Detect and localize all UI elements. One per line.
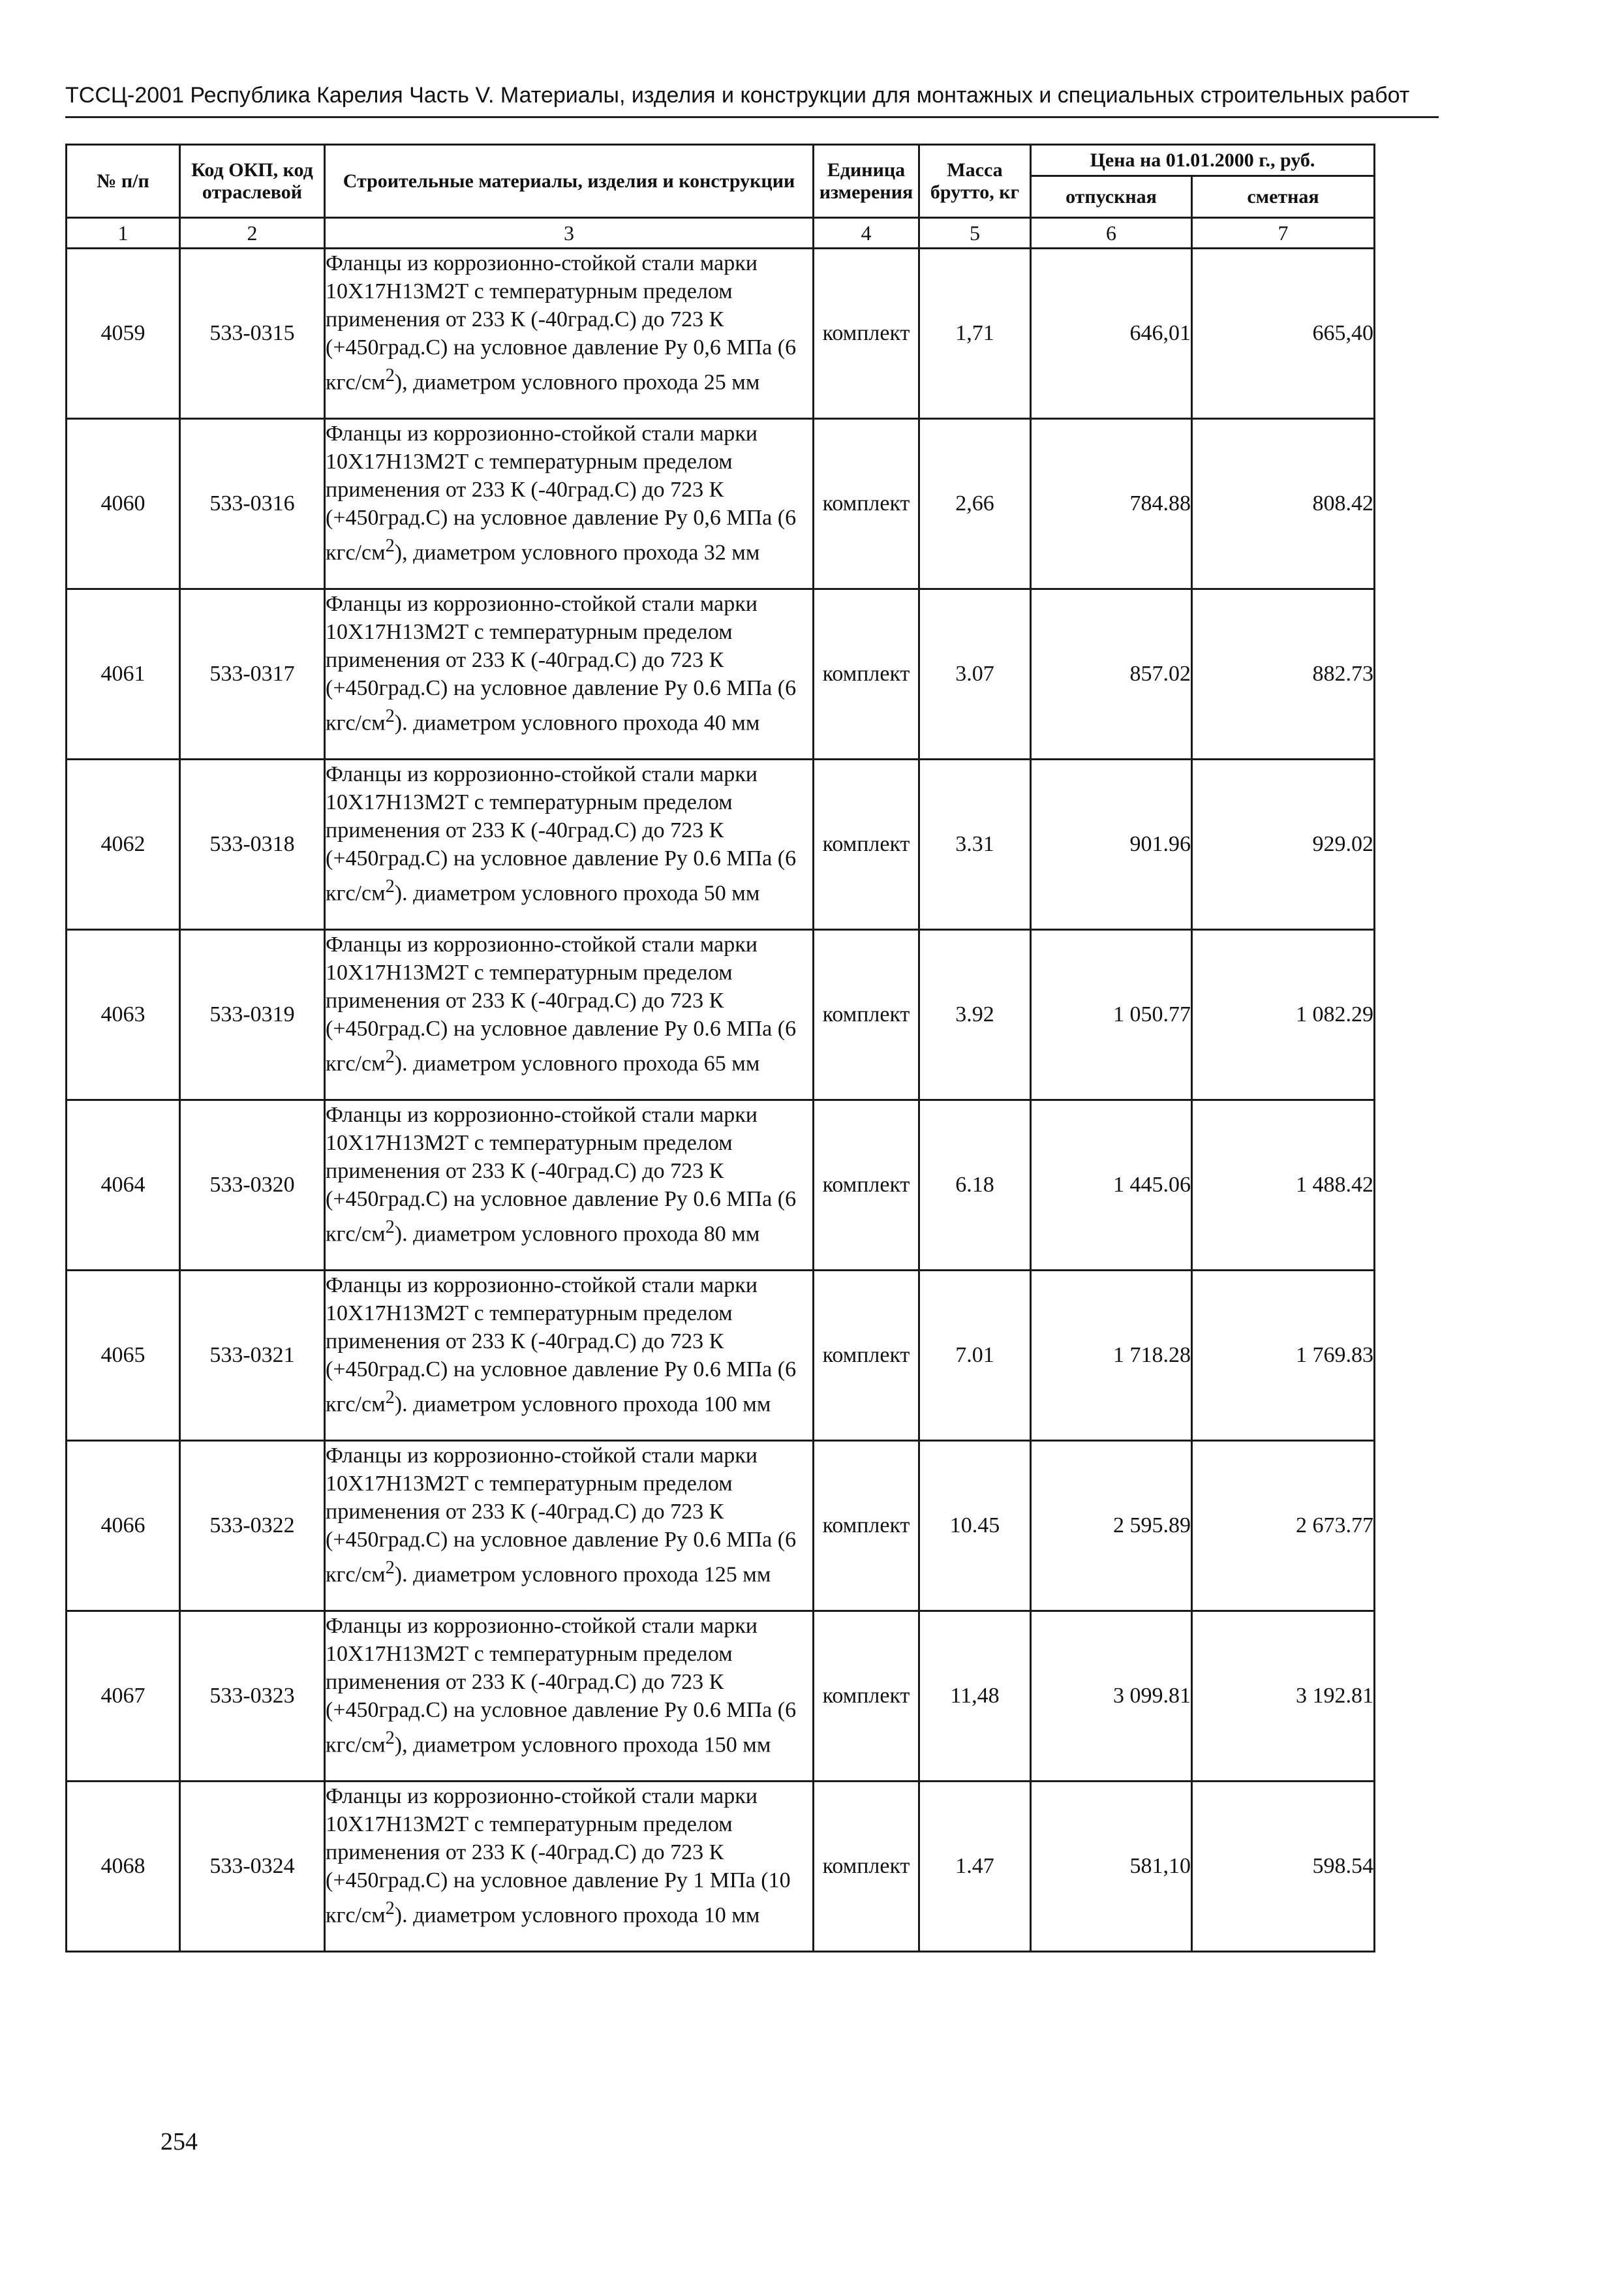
row-number: 4061 [67, 589, 180, 760]
superscript: 2 [385, 876, 395, 897]
row-description [325, 930, 814, 1100]
row-number: 4064 [67, 1100, 180, 1271]
description-text: Фланцы из коррозионно-стойкой стали марки 10Х17Н13М2Т с температурным пределом применения от 233 К (-40град.С) до 723 К (+450град.С) на условное давление Ру 0,6 МПа (6 кгс/см [326, 422, 797, 565]
column-number: 7 [1192, 218, 1375, 249]
row-mass: 1,71 [919, 249, 1031, 419]
row-description [325, 249, 814, 419]
column-number: 3 [325, 218, 814, 249]
row-price-estimate: 808.42 [1192, 419, 1375, 589]
row-unit: комплект [814, 930, 919, 1100]
row-code: 533-0315 [180, 249, 325, 419]
col-header-price-release: отпускная [1031, 176, 1192, 218]
row-price-release: 1 445.06 [1031, 1100, 1192, 1271]
row-mass: 6.18 [919, 1100, 1031, 1271]
superscript: 2 [385, 1047, 395, 1067]
description-text: Фланцы из коррозионно-стойкой стали марки 10Х17Н13М2Т с температурным пределом применения от 233 К (-40град.С) до 723 К (+450град.С) на условное давление Ру 0.6 МПа (6 кгс/см [326, 1443, 797, 1587]
superscript: 2 [385, 1558, 395, 1578]
row-price-estimate: 2 673.77 [1192, 1441, 1375, 1611]
row-price-estimate: 1 769.83 [1192, 1271, 1375, 1441]
row-mass: 3.92 [919, 930, 1031, 1100]
description-tail: ). диаметром условного прохода 65 мм [394, 1051, 760, 1076]
col-header-price-estimate: сметная [1192, 176, 1375, 218]
row-number: 4059 [67, 249, 180, 419]
col-header-price-group: Цена на 01.01.2000 г., руб. [1031, 145, 1375, 176]
row-unit: комплект [814, 1441, 919, 1611]
row-price-estimate: 882.73 [1192, 589, 1375, 760]
row-unit: комплект [814, 419, 919, 589]
description-tail: ). диаметром условного прохода 125 мм [394, 1562, 771, 1587]
col-header-unit: Единица измерения [814, 145, 919, 218]
row-code: 533-0318 [180, 760, 325, 930]
table-row [67, 249, 1375, 419]
row-description [325, 1782, 814, 1952]
column-number-row [67, 218, 1375, 249]
row-price-release: 1 050.77 [1031, 930, 1192, 1100]
description-tail: ). диаметром условного прохода 100 мм [394, 1392, 771, 1417]
description-text: Фланцы из коррозионно-стойкой стали марки 10Х17Н13М2Т с температурным пределом применения от 233 К (-40град.С) до 723 К (+450град.С) на условное давление Ру 1 МПа (10 кгс/см [326, 1784, 791, 1928]
description-tail: ). диаметром условного прохода 50 мм [394, 881, 760, 906]
superscript: 2 [385, 1728, 395, 1748]
description-text: Фланцы из коррозионно-стойкой стали марки 10Х17Н13М2Т с температурным пределом применения от 233 К (-40град.С) до 723 К (+450град.С) на условное давление Ру 0.6 МПа (6 кгс/см [326, 1614, 797, 1757]
row-description [325, 1271, 814, 1441]
header-row-top [67, 145, 1375, 176]
description-text: Фланцы из коррозионно-стойкой стали марки 10Х17Н13М2Т с температурным пределом применения от 233 К (-40град.С) до 723 К (+450град.С) на условное давление Ру 0,6 МПа (6 кгс/см [326, 251, 797, 395]
col-header-num: № п/п [67, 145, 180, 218]
column-number: 2 [180, 218, 325, 249]
row-unit: комплект [814, 1611, 919, 1782]
column-number: 5 [919, 218, 1031, 249]
table-row [67, 1100, 1375, 1271]
description-tail: ), диаметром условного прохода 32 мм [394, 540, 760, 565]
row-mass: 2,66 [919, 419, 1031, 589]
row-number: 4066 [67, 1441, 180, 1611]
price-table [65, 144, 1375, 1953]
header-rule [65, 116, 1439, 118]
row-mass: 7.01 [919, 1271, 1031, 1441]
row-number: 4060 [67, 419, 180, 589]
table-row [67, 1611, 1375, 1782]
row-description [325, 1611, 814, 1782]
row-code: 533-0319 [180, 930, 325, 1100]
superscript: 2 [385, 1898, 395, 1919]
column-number: 6 [1031, 218, 1192, 249]
superscript: 2 [385, 1387, 395, 1408]
page-number: 254 [161, 2128, 198, 2155]
description-tail: ). диаметром условного прохода 80 мм [394, 1222, 760, 1246]
table-row [67, 760, 1375, 930]
row-price-release: 2 595.89 [1031, 1441, 1192, 1611]
column-number: 4 [814, 218, 919, 249]
column-number: 1 [67, 218, 180, 249]
row-price-release: 857.02 [1031, 589, 1192, 760]
row-price-estimate: 598.54 [1192, 1782, 1375, 1952]
description-text: Фланцы из коррозионно-стойкой стали марки 10Х17Н13М2Т с температурным пределом применения от 233 К (-40град.С) до 723 К (+450град.С) на условное давление Ру 0.6 МПа (6 кгс/см [326, 762, 797, 906]
table-row [67, 589, 1375, 760]
description-tail: ). диаметром условного прохода 10 мм [394, 1903, 760, 1928]
row-number: 4067 [67, 1611, 180, 1782]
table-row [67, 1441, 1375, 1611]
row-code: 533-0320 [180, 1100, 325, 1271]
row-description [325, 419, 814, 589]
table-row [67, 930, 1375, 1100]
description-text: Фланцы из коррозионно-стойкой стали марки 10Х17Н13М2Т с температурным пределом применения от 233 К (-40град.С) до 723 К (+450град.С) на условное давление Ру 0.6 МПа (6 кгс/см [326, 592, 797, 735]
col-header-mass: Масса брутто, кг [919, 145, 1031, 218]
row-price-estimate: 3 192.81 [1192, 1611, 1375, 1782]
row-description [325, 1441, 814, 1611]
row-price-release: 784.88 [1031, 419, 1192, 589]
row-code: 533-0322 [180, 1441, 325, 1611]
row-mass: 11,48 [919, 1611, 1031, 1782]
description-text: Фланцы из коррозионно-стойкой стали марки 10Х17Н13М2Т с температурным пределом применения от 233 К (-40град.С) до 723 К (+450град.С) на условное давление Ру 0.6 МПа (6 кгс/см [326, 933, 797, 1076]
description-text: Фланцы из коррозионно-стойкой стали марки 10Х17Н13М2Т с температурным пределом применения от 233 К (-40град.С) до 723 К (+450град.С) на условное давление Ру 0.6 МПа (6 кгс/см [326, 1273, 797, 1417]
row-code: 533-0323 [180, 1611, 325, 1782]
row-price-release: 3 099.81 [1031, 1611, 1192, 1782]
row-description [325, 760, 814, 930]
row-unit: комплект [814, 760, 919, 930]
row-code: 533-0317 [180, 589, 325, 760]
page-header: ТССЦ-2001 Республика Карелия Часть V. Материалы, изделия и конструкции для монтажных и специальных строительных работ [65, 83, 1410, 108]
row-mass: 1.47 [919, 1782, 1031, 1952]
superscript: 2 [385, 1217, 395, 1237]
row-code: 533-0321 [180, 1271, 325, 1441]
row-description [325, 1100, 814, 1271]
col-header-code: Код ОКП, код отраслевой [180, 145, 325, 218]
table-row [67, 1271, 1375, 1441]
row-description [325, 589, 814, 760]
row-number: 4065 [67, 1271, 180, 1441]
superscript: 2 [385, 706, 395, 726]
row-price-release: 646,01 [1031, 249, 1192, 419]
row-price-estimate: 1 082.29 [1192, 930, 1375, 1100]
row-number: 4062 [67, 760, 180, 930]
row-price-estimate: 1 488.42 [1192, 1100, 1375, 1271]
superscript: 2 [385, 365, 395, 386]
row-number: 4068 [67, 1782, 180, 1952]
description-text: Фланцы из коррозионно-стойкой стали марки 10Х17Н13М2Т с температурным пределом применения от 233 К (-40град.С) до 723 К (+450град.С) на условное давление Ру 0.6 МПа (6 кгс/см [326, 1103, 797, 1246]
row-unit: комплект [814, 249, 919, 419]
table-row [67, 1782, 1375, 1952]
description-tail: ). диаметром условного прохода 40 мм [394, 711, 760, 735]
row-price-estimate: 665,40 [1192, 249, 1375, 419]
row-price-release: 581,10 [1031, 1782, 1192, 1952]
description-tail: ), диаметром условного прохода 150 мм [394, 1733, 771, 1757]
col-header-name: Строительные материалы, изделия и конструкции [325, 145, 814, 218]
superscript: 2 [385, 536, 395, 556]
row-price-release: 901.96 [1031, 760, 1192, 930]
row-unit: комплект [814, 1782, 919, 1952]
row-unit: комплект [814, 1100, 919, 1271]
row-price-release: 1 718.28 [1031, 1271, 1192, 1441]
row-unit: комплект [814, 1271, 919, 1441]
row-number: 4063 [67, 930, 180, 1100]
table-row [67, 419, 1375, 589]
row-mass: 10.45 [919, 1441, 1031, 1611]
row-code: 533-0316 [180, 419, 325, 589]
description-tail: ), диаметром условного прохода 25 мм [394, 370, 760, 395]
row-price-estimate: 929.02 [1192, 760, 1375, 930]
row-mass: 3.07 [919, 589, 1031, 760]
row-unit: комплект [814, 589, 919, 760]
row-code: 533-0324 [180, 1782, 325, 1952]
row-mass: 3.31 [919, 760, 1031, 930]
